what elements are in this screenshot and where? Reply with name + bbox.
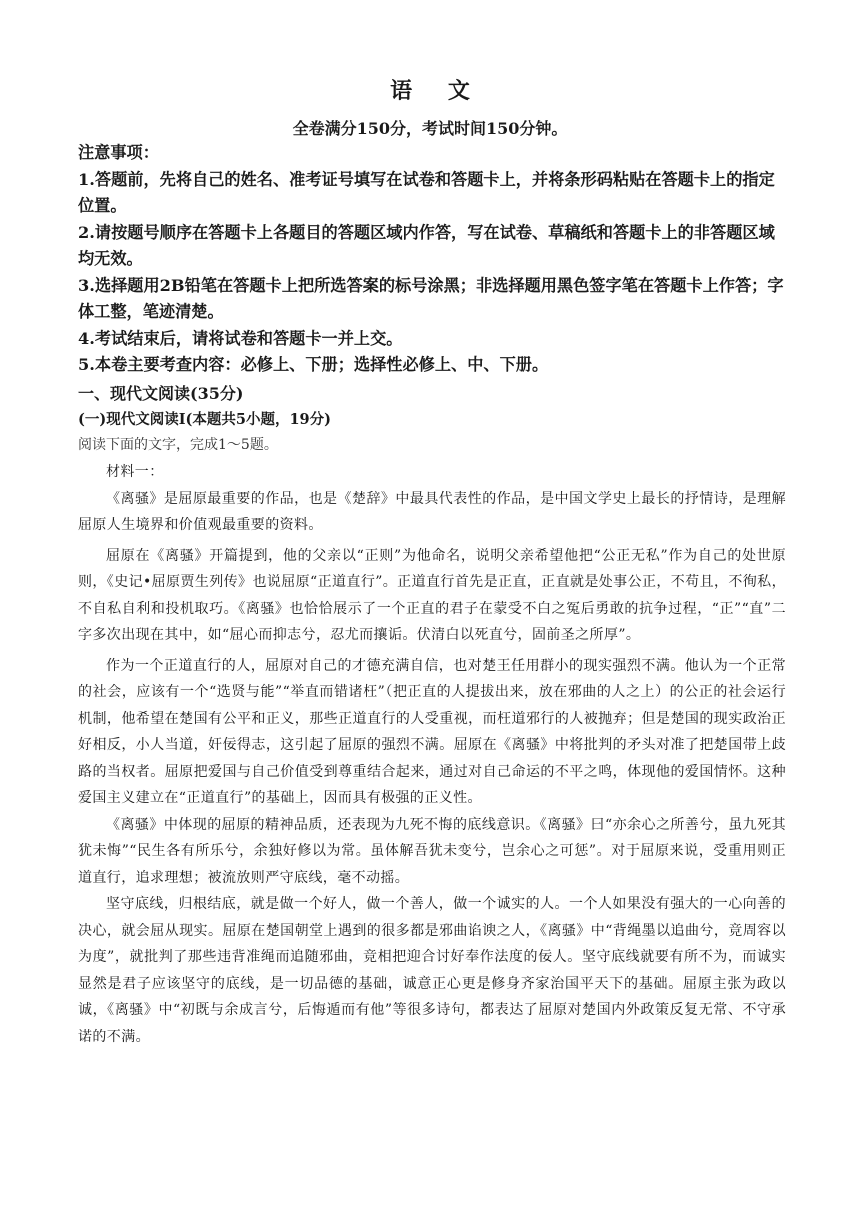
exam-subtitle: 全卷满分150分，考试时间150分钟。 bbox=[292, 119, 568, 138]
section-heading: 一、现代文阅读(35分) bbox=[78, 384, 244, 403]
material-paragraph: 作为一个正道直行的人，屈原对自己的才德充满自信，也对楚王任用群小的现实强烈不满。他认为一个正常的社会，应该有一个“选贤与能”“举直而错诸枉”（把正直的人提拔出来，放在邪曲的人之上）的公正的社会运行机制，他希望在楚国有公平和正义，那些正道直行的人受重视，而枉道邪行的人被抛弃；但是楚国的现实政治正好相反，小人当道，奸佞得志，这引起了屈原的强烈不满。屈原在《离骚》中将批判的矛头对准了把楚国带上歧路的当权者。屈原把爱国与自己价值受到尊重结合起来，通过对自己命运的不平之鸣，体现他的爱国情怀。这种爱国主义建立在“正道直行”的基础上，因而具有极强的正义性。 bbox=[78, 657, 786, 806]
notice-heading: 注意事项： bbox=[78, 143, 159, 162]
material-paragraph: 屈原在《离骚》开篇提到，他的父亲以“正则”为他命名，说明父亲希望他把“公正无私”作为自己的处世原则，《史记•屈原贾生列传》也说屈原“正道直行”。正道直行首先是正直，正直就是处事公正，不苟且，不徇私，不自私自利和投机取巧。《离骚》也恰恰展示了一个正直的君子在蒙受不白之冤后勇敢的抗争过程，“正”“直”二字多次出现在其中，如“屈心而抑志兮，忍尤而攘诟。伏清白以死直兮，固前圣之所厚”。 bbox=[78, 547, 786, 643]
material-paragraph: 《离骚》是屈原最重要的作品，也是《楚辞》中最具代表性的作品，是中国文学史上最长的抒情诗，是理解屈原人生境界和价值观最重要的资料。 bbox=[78, 490, 786, 533]
notice-item: 4.考试结束后，请将试卷和答题卡一并上交。 bbox=[78, 328, 403, 348]
notice-section bbox=[78, 140, 786, 379]
notice-item: 1.答题前，先将自己的姓名、准考证号填写在试卷和答题卡上，并将条形码粘贴在答题卡上的指定位置。 bbox=[78, 169, 775, 215]
material-paragraph: 《离骚》中体现的屈原的精神品质，还表现为九死不悔的底线意识。《离骚》曰“亦余心之所善兮，虽九死其犹未悔”“民生各有所乐兮，余独好修以为常。虽体解吾犹未变兮，岂余心之可惩”。对于屈原来说，受重用则正道直行，追求理想；被流放则严守底线，毫不动摇。 bbox=[78, 816, 786, 886]
material-paragraph: 坚守底线，归根结底，就是做一个好人，做一个善人，做一个诚实的人。一个人如果没有强大的一心向善的决心，就会屈从现实。屈原在楚国朝堂上遇到的很多都是邪曲谄谀之人，《离骚》中“背绳墨以追曲兮，竞周容以为度”，就批判了那些违背准绳而追随邪曲，竞相把迎合讨好奉作法度的佞人。坚守底线就要有所不为，而诚实显然是君子应该坚守的底线，是一切品德的基础，诚意正心更是修身齐家治国平天下的基础。屈原主张为政以诚，《离骚》中“初既与余成言兮，后悔遁而有他”等很多诗句，都表达了屈原对楚国内外政策反复无常、不守承诺的不满。 bbox=[78, 896, 786, 1045]
section-one bbox=[78, 381, 786, 457]
subsection-heading: (一)现代文阅读Ⅰ(本题共5小题，19分) bbox=[78, 411, 331, 428]
reading-material bbox=[78, 459, 786, 1050]
notice-item: 2.请按题号顺序在答题卡上各题目的答题区域内作答，写在试卷、草稿纸和答题卡上的非答题区域均无效。 bbox=[78, 222, 775, 268]
page-title: 语 文 bbox=[390, 78, 484, 104]
material-label: 材料一： bbox=[106, 464, 164, 480]
notice-item: 5.本卷主要考查内容：必修上、下册；选择性必修上、中、下册。 bbox=[78, 355, 549, 374]
reading-instruction: 阅读下面的文字，完成1～5题。 bbox=[78, 437, 278, 453]
notice-item: 3.选择题用2B铅笔在答题卡上把所选答案的标号涂黑；非选择题用黑色签字笔在答题卡上作答；字体工整，笔迹清楚。 bbox=[78, 275, 784, 321]
